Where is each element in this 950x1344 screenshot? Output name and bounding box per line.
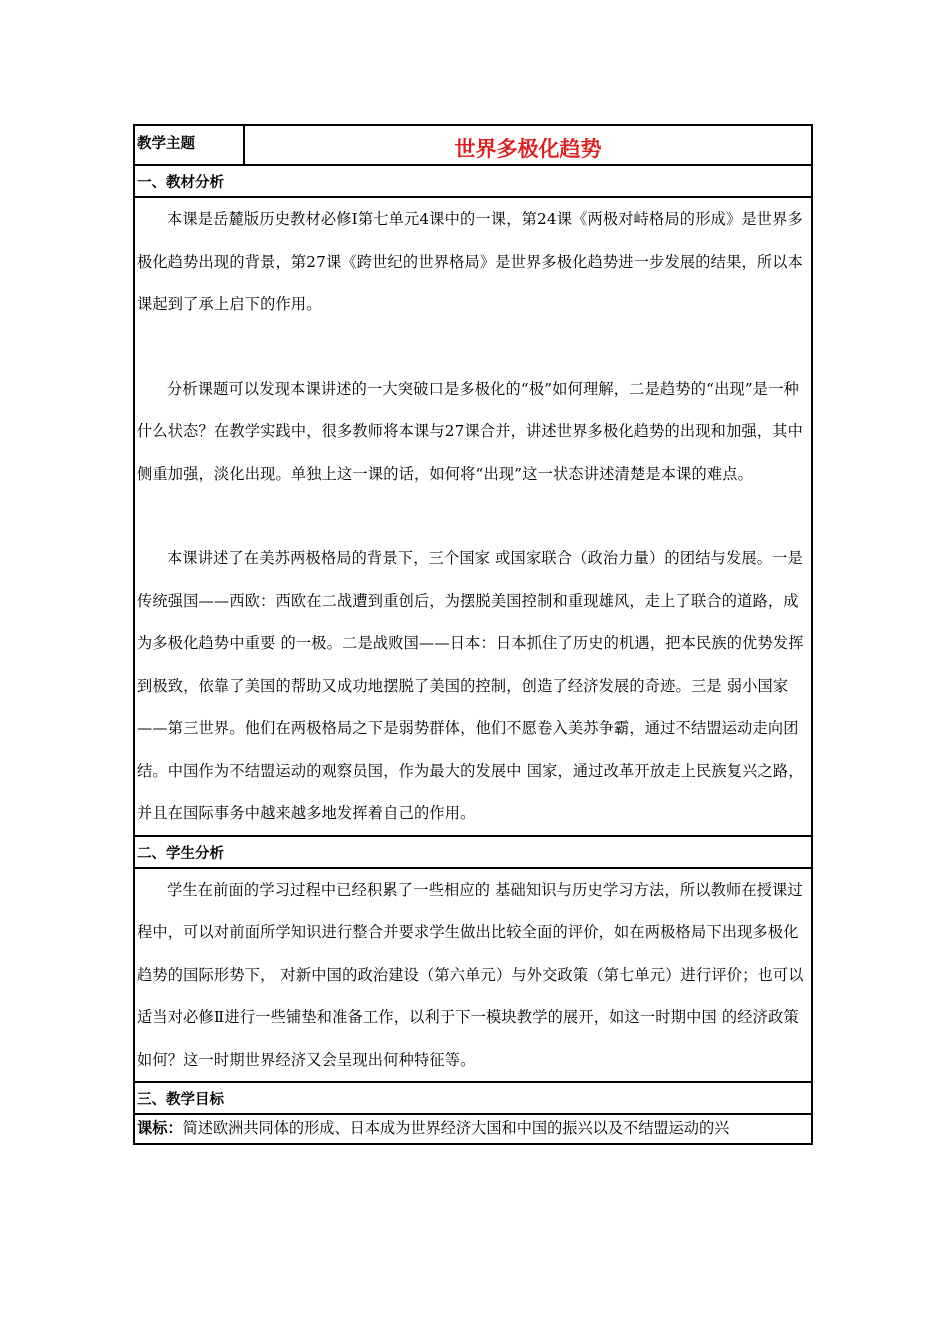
lesson-plan-table (133, 124, 813, 1145)
curriculum-standard-text: 简述欧洲共同体的形成、日本成为世界经济大国和中国的振兴以及不结盟运动的兴 (182, 1119, 730, 1137)
textbook-paragraph-2: 分析课题可以发现本课讲述的一大突破口是多极化的“极”如何理解，二是趋势的“出现”是一种什么状态？在教学实践中，很多教师将本课与27课合并，讲述世界多极化趋势的出现和加强，其中侧重加强，淡化出现。单独上这一课的话，如何将“出现”这一状态讲述清楚是本课的难点。 (137, 379, 804, 483)
textbook-heading-row (134, 165, 812, 197)
paragraph-gap (135, 326, 811, 368)
objectives-heading-row (134, 1082, 812, 1114)
textbook-heading-cell (134, 165, 812, 197)
topic-title: 世界多极化趋势 (454, 137, 602, 161)
topic-title-cell (244, 125, 812, 165)
section-heading-students: 二、学生分析 (137, 845, 224, 862)
students-body-row (134, 868, 812, 1083)
students-heading-row (134, 836, 812, 868)
section-heading-textbook: 一、教材分析 (137, 175, 224, 191)
curriculum-standard (135, 1115, 811, 1141)
textbook-paragraph-1: 本课是岳麓版历史教材必修Ⅰ第七单元4课中的一课，第24课《两极对峙格局的形成》是世界多极化趋势出现的背景，第27课《跨世纪的世界格局》是世界多极化趋势进一步发展的结果，所以本课起到了承上启下的作用。 (137, 210, 804, 313)
students-body-cell (134, 868, 812, 1083)
textbook-body-row (134, 197, 812, 836)
objectives-standard-cell (134, 1114, 812, 1144)
paragraph-gap (135, 495, 811, 537)
curriculum-standard-label: 课标： (137, 1119, 183, 1137)
textbook-body-cell (134, 197, 812, 836)
textbook-paragraph-3: 本课讲述了在美苏两极格局的背景下，三个国家 或国家联合（政治力量）的团结与发展。一是传统强国——西欧：西欧在二战遭到重创后，为摆脱美国控制和重现雄风，走上了联合的道路，成为多极化趋势中重要 的一极。二是战败国——日本：日本抓住了历史的机遇，把本民族的优势发挥到极致，依靠了美国的帮助又成功地摆脱了美国的控制，创造了经济发展的奇迹。三是 弱小国家——第三世界。他们在两极格局之下是弱势群体，他们不愿卷入美苏争霸，通过不结盟运动走向团结。中国作为不结盟运动的观察员国，作为最大的发展中 国家，通过改革开放走上民族复兴之路，并且在国际事务中越来越多地发挥着自己的作用。 (137, 549, 804, 822)
topic-label-cell (134, 125, 244, 165)
students-heading-cell (134, 836, 812, 868)
objectives-heading-cell (134, 1082, 812, 1114)
students-paragraph-1: 学生在前面的学习过程中已经积累了一些相应的 基础知识与历史学习方法，所以教师在授课过程中，可以对前面所学知识进行整合并要求学生做出比较全面的评价，如在两极格局下出现多极化趋势的国际形势下， 对新中国的政治建设（第六单元）与外交政策（第七单元）进行评价；也可以适当对必修Ⅱ进行一些铺垫和准备工作，以利于下一模块教学的展开，如这一时期中国 的经济政策如何？这一时期世界经济又会呈现出何种特征等。 (137, 880, 804, 1069)
objectives-standard-row (134, 1114, 812, 1144)
topic-row (134, 125, 812, 165)
topic-label: 教学主题 (137, 136, 195, 152)
section-heading-objectives: 三、教学目标 (137, 1092, 224, 1108)
